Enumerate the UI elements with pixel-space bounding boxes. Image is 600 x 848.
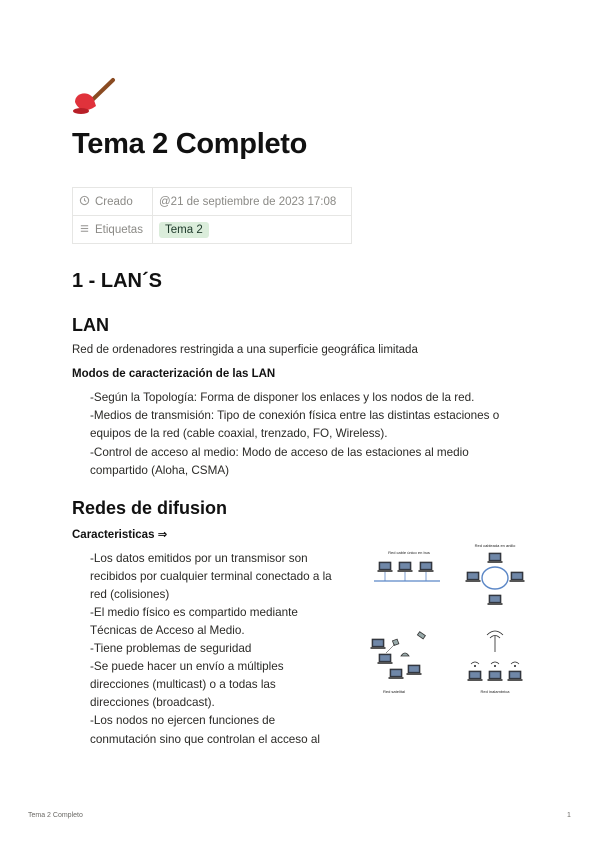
difusion-line: conmutación sino que controlan el acceso al: [90, 733, 320, 746]
difusion-line: -Se puede hacer un envío a múltiples: [90, 660, 284, 673]
difusion-line: -Tiene problemas de seguridad: [90, 642, 252, 655]
lan-line: -Según la Topología: Forma de disponer los enlaces y los nodos de la red.: [90, 391, 475, 404]
property-tags: [73, 216, 352, 244]
lan-subheading: Modos de caracterización de las LAN: [72, 368, 276, 380]
plunger-icon: [72, 76, 118, 122]
network-topologies-image: [368, 538, 530, 700]
list-icon: [79, 223, 90, 234]
difusion-heading: Redes de difusion: [72, 498, 228, 518]
lan-heading: LAN: [72, 315, 109, 335]
difusion-line: -Los nodos no ejercen funciones de: [90, 714, 276, 727]
property-created: [73, 188, 352, 216]
tag-badge[interactable]: Tema 2: [159, 222, 209, 238]
section-heading: 1 - LAN´S: [72, 270, 162, 292]
difusion-line: Técnicas de Acceso al Medio.: [90, 624, 245, 637]
difusion-line: direcciones (multicast) o a todas las: [90, 678, 276, 691]
difusion-line: -Los datos emitidos por un transmisor son: [90, 552, 308, 565]
lan-line: compartido (Aloha, CSMA): [90, 464, 230, 477]
lan-paragraph: Red de ordenadores restringida a una superficie geográfica limitada: [72, 344, 418, 356]
property-tags-label: Etiquetas: [95, 224, 143, 236]
lan-line: -Medios de transmisión: Tipo de conexión física entre las distintas estaciones o: [90, 409, 500, 422]
footer-title: Tema 2 Completo: [28, 812, 83, 819]
difusion-line: direcciones (broadcast).: [90, 696, 215, 709]
page-number: 1: [567, 812, 571, 819]
clock-icon: [79, 195, 90, 206]
property-created-value[interactable]: @21 de septiembre de 2023 17:08: [153, 188, 352, 216]
property-created-label: Creado: [95, 196, 133, 208]
lan-line: equipos de la red (cable coaxial, trenzado, FO, Wireless).: [90, 427, 388, 440]
figure-label: Red satelital: [382, 689, 406, 694]
figure-label: Red inalambrica: [480, 689, 510, 694]
difusion-line: recibidos por cualquier terminal conectado a la: [90, 570, 332, 583]
figure-label: Red cableada en anillo: [474, 543, 516, 548]
properties-table: [72, 187, 352, 244]
figure-label: Red cable único en bus: [388, 550, 430, 555]
difusion-line: -El medio físico es compartido mediante: [90, 606, 298, 619]
difusion-line: red (colisiones): [90, 588, 170, 601]
difusion-subheading: Caracteristicas ⇒: [72, 529, 168, 541]
lan-line: -Control de acceso al medio: Modo de acceso de las estaciones al medio: [90, 446, 469, 459]
page-title: Tema 2 Completo: [72, 128, 308, 160]
